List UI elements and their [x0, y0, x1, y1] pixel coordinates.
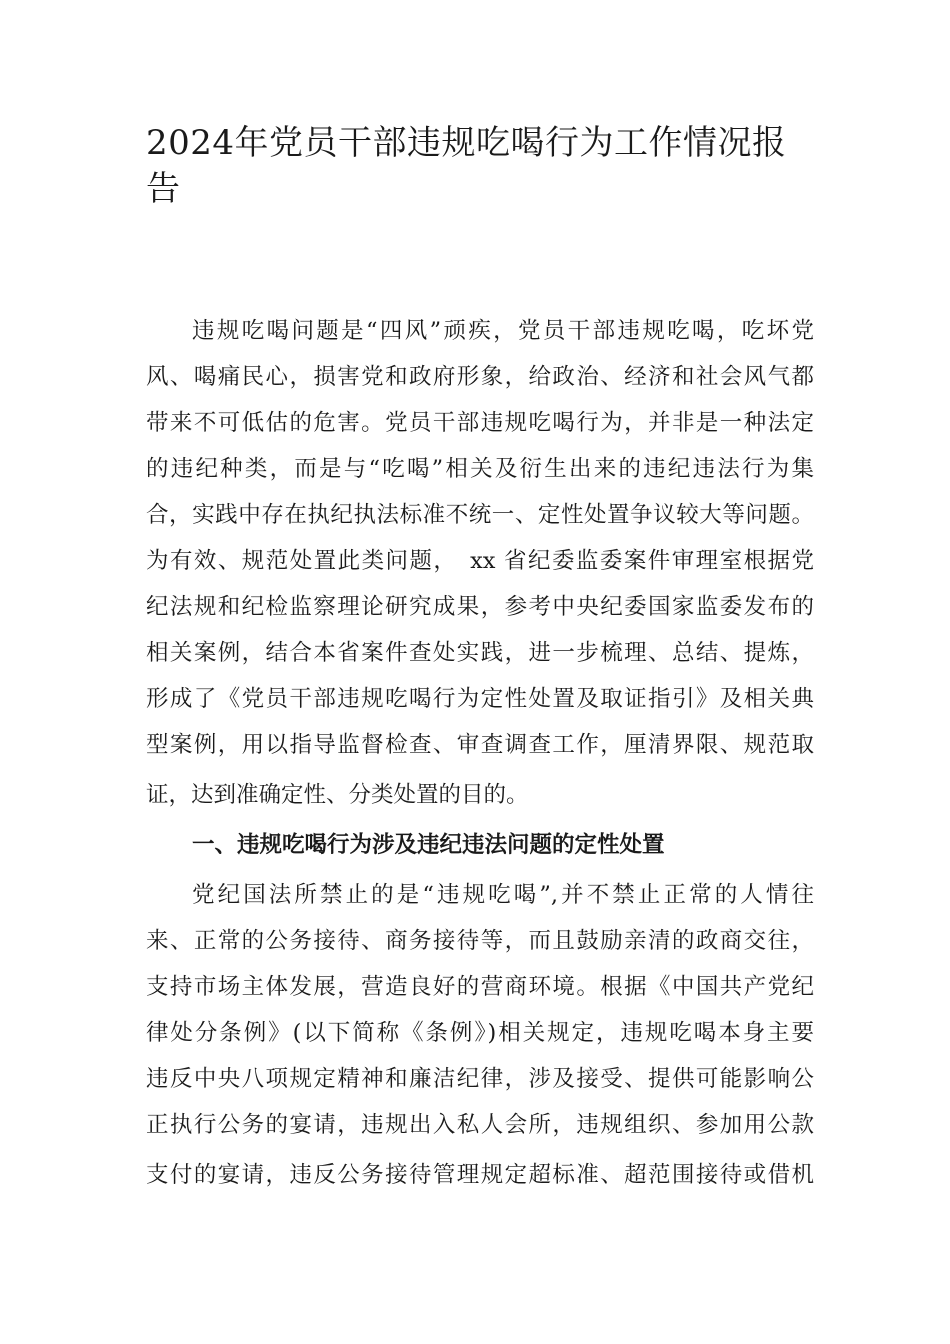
document-title — [146, 120, 818, 212]
intro-line-1: 违规吃喝问题是“四风”顽疾，党员干部违规吃喝，吃坏党 — [192, 318, 814, 344]
section-line-2: 来、正常的公务接待、商务接待等，而且鼓励亲清的政商交往， — [146, 928, 814, 954]
intro-line-8: 相关案例，结合本省案件查处实践，进一步梳理、总结、提炼， — [146, 640, 814, 666]
section-line-4: 律处分条例》(以下简称《条例》)相关规定，违规吃喝本身主要 — [146, 1020, 814, 1046]
section-line-7: 支付的宴请，违反公务接待管理规定超标准、超范围接待或借机 — [146, 1162, 814, 1188]
intro-line-2: 风、喝痛民心，损害党和政府形象，给政治、经济和社会风气都 — [146, 364, 814, 390]
section-line-5: 违反中央八项规定精神和廉洁纪律，涉及接受、提供可能影响公 — [146, 1066, 814, 1092]
section-line-6: 正执行公务的宴请，违规出入私人会所，违规组织、参加用公款 — [146, 1112, 814, 1138]
intro-line-7: 纪法规和纪检监察理论研究成果，参考中央纪委国家监委发布的 — [146, 594, 814, 620]
document-title-line-1: 2024年党员干部违规吃喝行为工作情况报 — [146, 123, 787, 163]
intro-line-4: 的违纪种类，而是与“吃喝”相关及衍生出来的违纪违法行为集 — [146, 456, 814, 482]
section-line-3: 支持市场主体发展，营造良好的营商环境。根据《中国共产党纪 — [146, 974, 814, 1000]
intro-line-3: 带来不可低估的危害。党员干部违规吃喝行为，并非是一种法定 — [146, 410, 814, 436]
intro-line-11: 证，达到准确定性、分类处置的目的。 — [146, 782, 529, 808]
section-line-1: 党纪国法所禁止的是“违规吃喝”,并不禁止正常的人情往 — [192, 882, 814, 908]
intro-line-10: 型案例，用以指导监督检查、审查调查工作，厘清界限、规范取 — [146, 732, 814, 758]
intro-line-6: 为有效、规范处置此类问题， xx 省纪委监委案件审理室根据党 — [146, 548, 814, 574]
section-heading: 一、违规吃喝行为涉及违纪违法问题的定性处置 — [192, 832, 665, 858]
document-title-line-2: 告 — [146, 169, 181, 209]
intro-line-9: 形成了《党员干部违规吃喝行为定性处置及取证指引》及相关典 — [146, 686, 814, 712]
intro-line-5: 合，实践中存在执纪执法标准不统一、定性处置争议较大等问题。 — [146, 502, 814, 528]
